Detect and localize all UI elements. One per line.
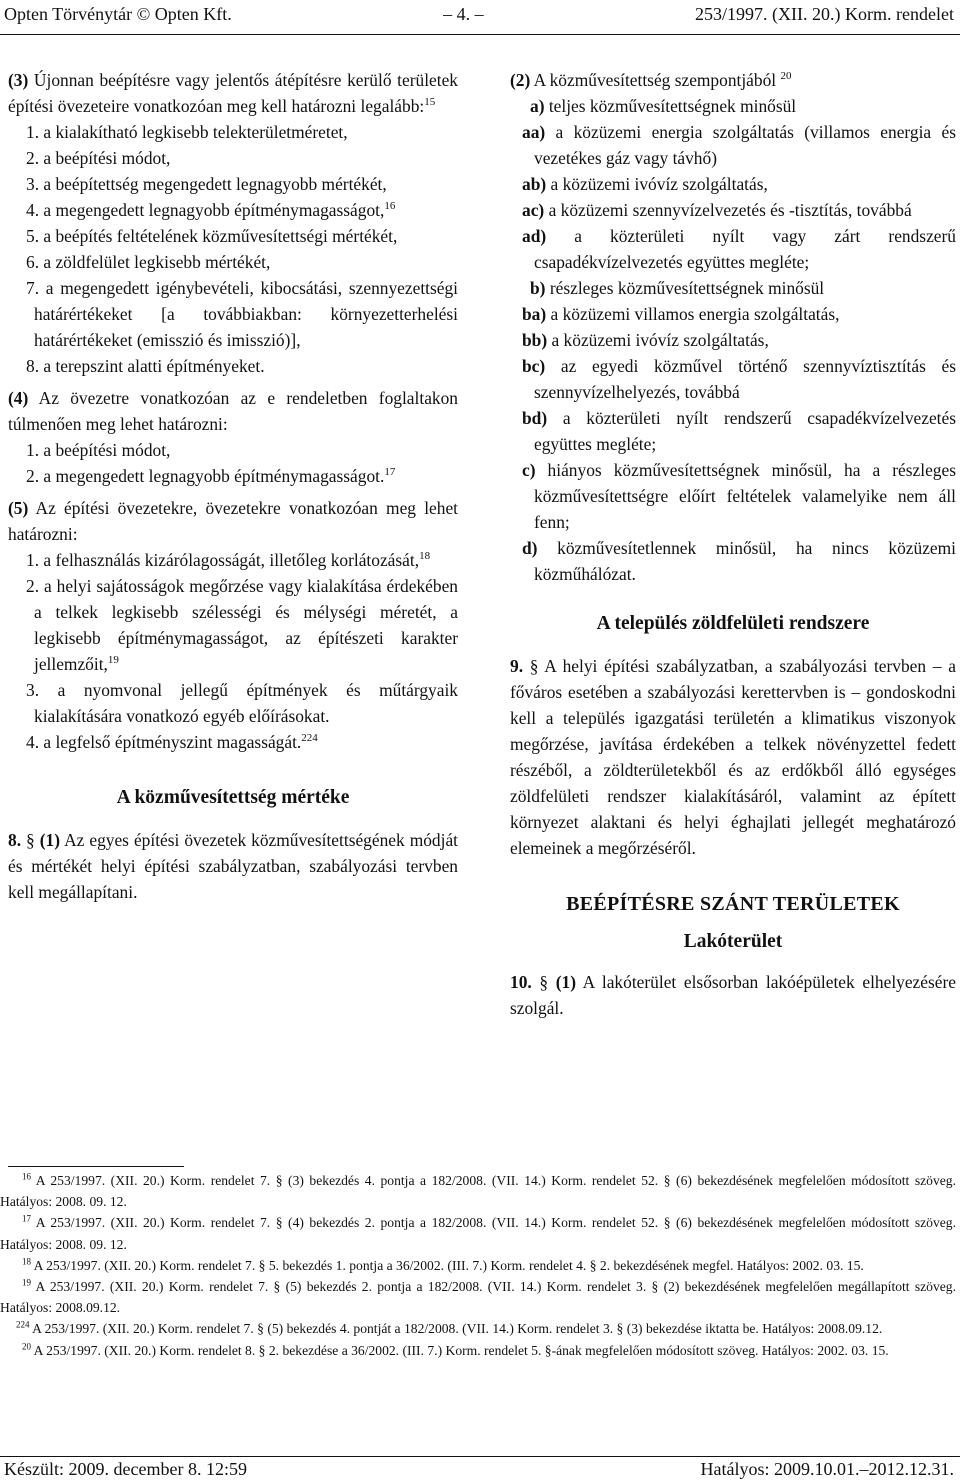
section-9: 9. § A helyi építési szabályzatban, a szabályozási tervben – a főváros esetében a szabályozási kerettervben is – gondoskodni kell a település igazgatási területén a klimatikus viszonyok megőrzése, javítása érdekében a telkek növényzettel fedett részéből, a zöldterületekből és az erdőkből álló egységes zöldfelületi rendszer kialakításáról, valamint az épített környezet alaktani és helyi éghajlati jellegét meghatározó elemeinek a megőrzéséről. xyxy=(510,656,956,858)
list-item: ac) a közüzemi szennyvízelvezetés és -tisztítás, továbbá xyxy=(522,200,912,220)
list-item: aa) a közüzemi energia szolgáltatás (villamos energia és vezetékes gáz vagy távhő) xyxy=(522,122,956,168)
list-item: a) teljes közművesítettségnek minősül xyxy=(530,96,797,116)
list-item: ad) a közterületi nyílt vagy zárt rendszerű csapadékvízelvezetés együttes megléte; xyxy=(522,226,956,272)
list-item: 2. a beépítési módot, xyxy=(26,148,171,168)
footnote-ref[interactable]: 15 xyxy=(424,96,436,109)
header-page-number: – 4. – xyxy=(443,4,484,24)
chapter-heading: Lakóterület xyxy=(683,931,783,952)
section-10: 10. § (1) A lakóterület elsősorban lakóépületek elhelyezésére szolgál. xyxy=(510,972,956,1018)
footnote-rule xyxy=(8,1166,184,1167)
footnote-ref[interactable]: 19 xyxy=(107,654,119,667)
section-heading: A közművesítettség mértéke xyxy=(116,787,350,808)
header-publisher: Opten Törvénytár © Opten Kft. xyxy=(4,4,232,24)
list-item: ba) a közüzemi villamos energia szolgáltatás, xyxy=(522,304,840,324)
footnote: $^{224}$ A 253/1997. (XII. 20.) Korm. rendelet 7. § (5) bekezdés 4. pontját a 182/2008. (VII. 14.) Korm. rendelet 3. § (3) bekezdése iktatta be. Hatályos: 2008.09.12. xyxy=(16,1319,883,1337)
list-item: 3. a nyomvonal jellegű építmények és műtárgyaik kialakítására vonatkozó egyéb előírásokat. xyxy=(26,680,458,726)
section-8: 8. § (1) Az egyes építési övezetek közművesítettségének módját és mértékét helyi építési szabályzatban, szabályozási tervben kell megállapítani. xyxy=(8,830,459,902)
footer-validity: Hatályos: 2009.10.01.–2012.12.31. xyxy=(700,1459,954,1479)
list-item: 1. a kialakítható legkisebb telekterületméretet, xyxy=(26,122,348,142)
paragraph-3: (3) Újonnan beépítésre vagy jelentős átépítésre kerülő területek építési övezeteire vonatkozóan meg kell határozni legalább:$^{15}$ xyxy=(8,70,458,116)
list-item: 3. a beépítettség megengedett legnagyobb mértékét, xyxy=(26,174,387,194)
paragraph-2: (2) A közművesítettség szempontjából $^{20}$ xyxy=(510,70,792,90)
list-item: c) hiányos közművesítettségnek minősül, ha a részleges közművesítettségre előírt feltételek valamelyike nem áll fenn; xyxy=(522,460,956,532)
footnote: $^{18}$ A 253/1997. (XII. 20.) Korm. rendelet 7. § 5. bekezdés 1. pontja a 36/2002. (III. 7.) Korm. rendelet 4. § 2. bekezdésének megfel. Hatályos: 2002. 03. 15. xyxy=(22,1256,864,1273)
list-item: bc) az egyedi közművel történő szennyvíztisztítás és szennyvízelhelyezés, továbbá xyxy=(522,356,956,402)
paragraph-4: (4) Az övezetre vonatkozóan az e rendeletben foglaltakon túlmenően meg lehet határozni: xyxy=(8,388,458,434)
footnote-ref[interactable]: 224 xyxy=(301,732,318,745)
paragraph-5: (5) Az építési övezetekre, övezetekre vonatkozóan meg lehet határozni: xyxy=(8,498,458,544)
list-item: 2. a helyi sajátosságok megőrzése vagy kialakítása érdekében a telkek legkisebb szélességi és mélységi méretét, a legkisebb építménymagasságot, az építészeti karakter jellemzőit,$^{19}$ xyxy=(26,576,458,674)
footnote-ref[interactable]: 17 xyxy=(384,466,396,479)
footnote-ref[interactable]: 20 xyxy=(780,70,792,83)
left-column xyxy=(8,67,458,905)
list-item: b) részleges közművesítettségnek minősül xyxy=(530,278,825,298)
footnote-ref[interactable]: 18 xyxy=(419,550,431,563)
footer-rule xyxy=(0,1456,960,1457)
list-item: 4. a legfelső építményszint magasságát.$^{224}$ xyxy=(26,732,318,752)
footnotes xyxy=(0,1170,956,1361)
page-header xyxy=(4,4,954,28)
footnote: $^{19}$ A 253/1997. (XII. 20.) Korm. rendelet 7. § (5) bekezdés 2. pontja a 182/2008. (VII. 14.) Korm. rendelet 3. § (2) bekezdésének megfelelően megállapított szöveg. Hatályos: 2008.09.12. xyxy=(0,1277,956,1316)
header-document-title: 253/1997. (XII. 20.) Korm. rendelet xyxy=(695,4,954,24)
header-rule xyxy=(0,34,960,35)
footnote-ref[interactable]: 16 xyxy=(384,200,396,213)
list-item: 5. a beépítés feltételének közművesítettségi mértékét, xyxy=(26,226,398,246)
footnote: $^{20}$ A 253/1997. (XII. 20.) Korm. rendelet 8. § 2. bekezdése a 36/2002. (III. 7.) Korm. rendelet 5. §-ának megfelelően módosított szöveg. Hatályos: 2002. 03. 15. xyxy=(22,1341,889,1358)
list-item: bb) a közüzemi ivóvíz szolgáltatás, xyxy=(522,330,769,350)
footnote: $^{17}$ A 253/1997. (XII. 20.) Korm. rendelet 7. § (4) bekezdés 2. pontja a 182/2008. (VII. 14.) Korm. rendelet 52. § (6) bekezdésének megfelelően módosított szöveg. Hatályos: 2008. 09. 12. xyxy=(0,1213,956,1252)
list-item: 1. a beépítési módot, xyxy=(26,440,171,460)
page-footer xyxy=(4,1459,954,1481)
list-item: 8. a terepszint alatti építményeket. xyxy=(26,356,265,376)
list-item: 1. a felhasználás kizárólagosságát, illetőleg korlátozását,$^{18}$ xyxy=(26,550,431,570)
right-column xyxy=(510,67,956,1021)
list-item: 2. a megengedett legnagyobb építménymagasságot.$^{17}$ xyxy=(26,466,396,486)
list-item: d) közművesítetlennek minősül, ha nincs közüzemi közműhálózat. xyxy=(522,538,956,584)
list-item: 4. a megengedett legnagyobb építménymagasságot,$^{16}$ xyxy=(26,200,396,220)
list-item: 6. a zöldfelület legkisebb mértékét, xyxy=(26,252,271,272)
part-heading: BEÉPÍTÉSRE SZÁNT TERÜLETEK xyxy=(566,893,900,915)
section-heading: A település zöldfelületi rendszere xyxy=(596,613,870,634)
list-item: bd) a közterületi nyílt rendszerű csapadékvízelvezetés együttes megléte; xyxy=(522,408,956,454)
footnote: $^{16}$ A 253/1997. (XII. 20.) Korm. rendelet 7. § (3) bekezdés 4. pontja a 182/2008. (VII. 14.) Korm. rendelet 52. § (6) bekezdésének megfelelően módosított szöveg. Hatályos: 2008. 09. 12. xyxy=(0,1171,956,1210)
list-item: 7. a megengedett igénybevételi, kibocsátási, szennyezettségi határértékeket [a továbbiakban: környezetterhelési határértékeket (emisszió és imisszió)], xyxy=(26,278,458,350)
list-item: ab) a közüzemi ivóvíz szolgáltatás, xyxy=(522,174,768,194)
footer-created: Készült: 2009. december 8. 12:59 xyxy=(4,1459,247,1479)
